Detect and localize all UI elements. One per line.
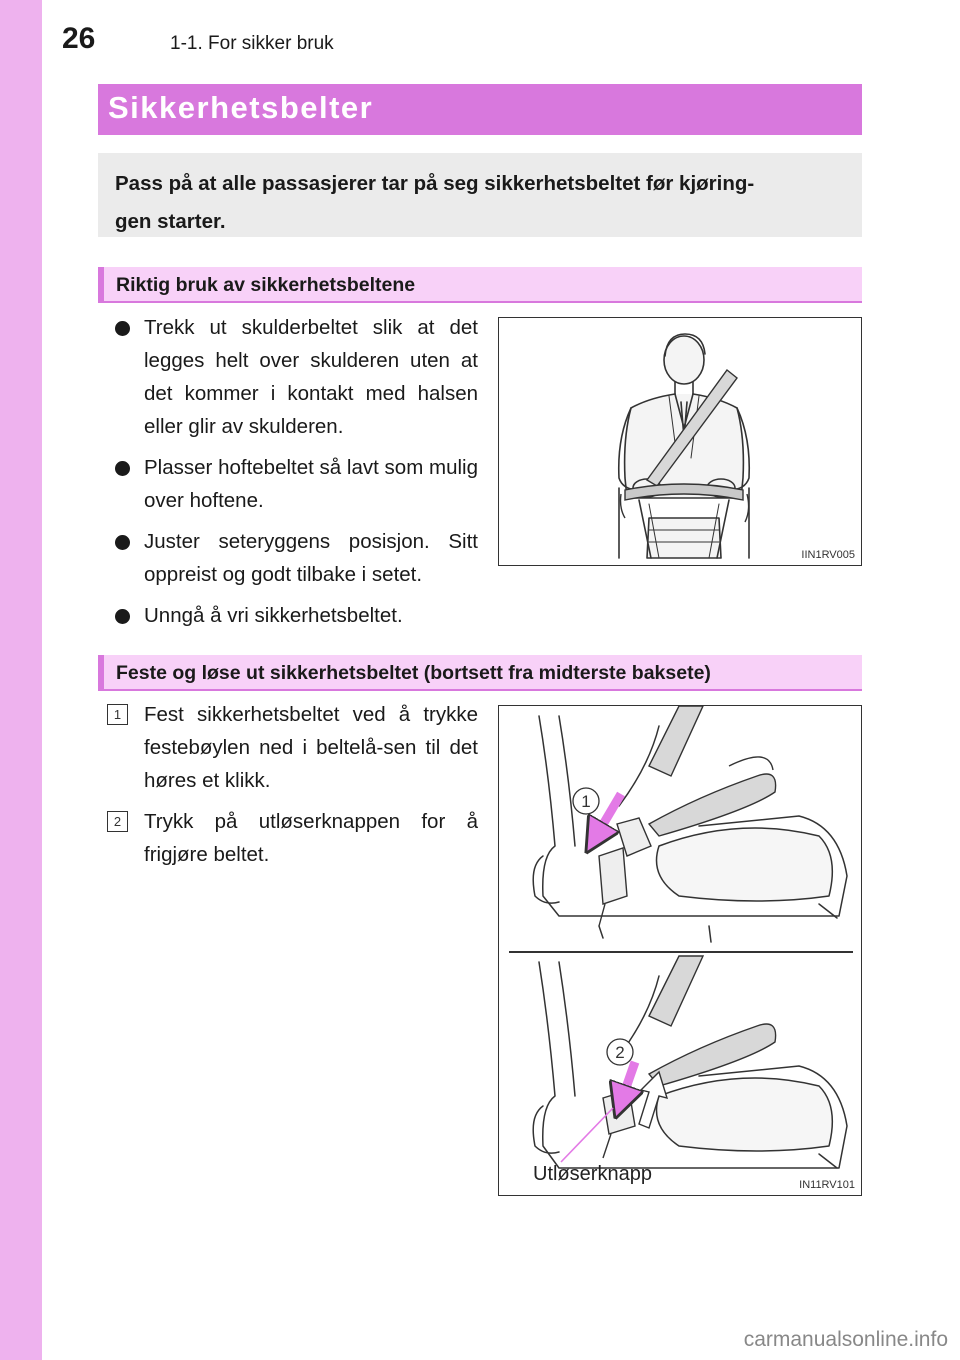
page-title: Sikkerhetsbelter bbox=[108, 90, 374, 125]
list-item: 1 Fest sikkerhetsbeltet ved å trykke festebøylen ned i beltelå-sen til det høres et klikk. bbox=[98, 698, 478, 797]
running-header: 1-1. For sikker bruk bbox=[170, 33, 334, 54]
step-number: 2 bbox=[107, 811, 128, 832]
figure-code: IIN1RV005 bbox=[801, 549, 855, 561]
callout-2: 2 bbox=[615, 1043, 625, 1062]
bullet-list bbox=[98, 311, 478, 640]
buckle-drawing bbox=[499, 706, 862, 1196]
page-number: 26 bbox=[62, 22, 96, 55]
side-color-bar bbox=[0, 0, 42, 1360]
seated-passenger-illustration bbox=[498, 317, 862, 566]
bullet-icon bbox=[115, 609, 130, 624]
callout-1: 1 bbox=[581, 792, 591, 811]
bullet-icon bbox=[115, 461, 130, 476]
section-heading-correct-use: Riktig bruk av sikkerhetsbeltene bbox=[98, 267, 862, 303]
bullet-icon bbox=[115, 321, 130, 336]
list-item: Plasser hoftebeltet så lavt som mulig over hoftene. bbox=[98, 451, 478, 517]
step-list bbox=[98, 698, 478, 879]
figure-code: IN11RV101 bbox=[799, 1179, 855, 1191]
intro-text: Pass på at alle passasjerer tar på seg sikkerhetsbeltet før kjøring- gen starter. bbox=[115, 172, 755, 233]
list-item: Juster seteryggens posisjon. Sitt oppreist og godt tilbake i setet. bbox=[98, 525, 478, 591]
intro-box bbox=[98, 153, 862, 237]
section-heading-fasten-release: Feste og løse ut sikkerhetsbeltet (bortsett fra midterste baksete) bbox=[98, 655, 862, 691]
title-banner bbox=[98, 84, 862, 135]
seated-person-drawing bbox=[499, 318, 862, 566]
list-item: Unngå å vri sikkerhetsbeltet. bbox=[98, 599, 478, 632]
buckle-illustration bbox=[498, 705, 862, 1196]
footer-watermark: carmanualsonline.info bbox=[743, 1328, 948, 1351]
list-item: 2 Trykk på utløserknappen for å frigjøre beltet. bbox=[98, 805, 478, 871]
step-number: 1 bbox=[107, 704, 128, 725]
bullet-icon bbox=[115, 535, 130, 550]
list-item: Trekk ut skulderbeltet slik at det legges helt over skulderen uten at det kommer i kontakt med halsen eller glir av skulderen. bbox=[98, 311, 478, 443]
release-button-label: Utløserknapp bbox=[533, 1163, 652, 1185]
